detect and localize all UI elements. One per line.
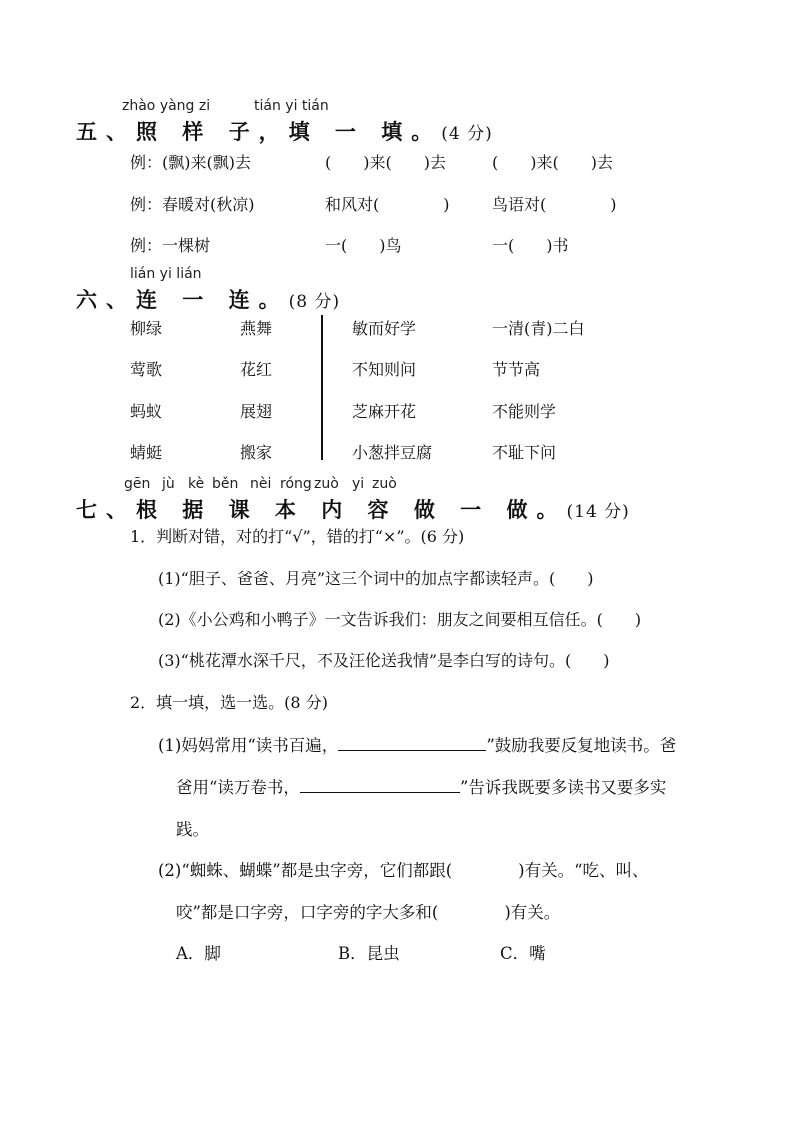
s6-right1-item: 不知则问: [352, 360, 417, 379]
s6-left2-item: 花红: [240, 360, 273, 379]
s6-left2-item: 燕舞: [240, 319, 273, 338]
section5-score: (4 分): [441, 124, 493, 144]
s5-blank-2a: 和风对( ): [325, 195, 450, 214]
q1-item-3: (3)“桃花潭水深千尺，不及汪伦送我情”是李白写的诗句。( ): [158, 651, 610, 670]
section5-heading-row: [76, 116, 493, 146]
s5-example-2: 例：春暖对(秋凉): [130, 195, 255, 214]
pinyin-ju: jù: [162, 476, 175, 492]
q2-1-text-e: 践。: [176, 820, 209, 839]
s6-right1-item: 芝麻开花: [352, 402, 417, 421]
q2-1-text-a: (1)妈妈常用“读书百遍，: [158, 736, 339, 755]
section5-heading: 五、照 样 子，填 一 填。: [76, 120, 442, 144]
option-a: A．脚: [176, 944, 221, 963]
q2-2-line-1: (2)“蜘蛛、蝴蝶”都是虫字旁，它们都跟( )有关。“吃、叫、: [158, 861, 649, 880]
section7-heading: 七、根 据 课 本 内 容 做 一 做。: [76, 498, 567, 522]
q1-title: 1．判断对错，对的打“√”，错的打“×”。(6 分): [130, 527, 465, 546]
pinyin-tian-yi-tian: tián yi tián: [254, 98, 329, 114]
s6-left2-item: 展翅: [240, 402, 273, 421]
q1-item-1: (1)“胆子、爸爸、月亮”这三个词中的加点字都读轻声。( ): [158, 569, 594, 588]
s6-right2-item: 不耻下问: [492, 443, 557, 462]
fill-blank-1[interactable]: [338, 736, 486, 751]
section7-heading-row: [76, 494, 630, 524]
q1-item-2: (2)《小公鸡和小鸭子》一文告诉我们：朋友之间要相互信任。( ): [158, 610, 642, 629]
s5-blank-3a: 一( )鸟: [325, 236, 402, 255]
s6-right1-item: 小葱拌豆腐: [352, 443, 433, 462]
section6-heading: 六、连 一 连。: [76, 288, 289, 312]
s5-example-1: 例：(飘)来(飘)去: [130, 153, 251, 172]
s5-blank-1b: ( )来( )去: [492, 153, 613, 172]
q2-2-line-2: 咬”都是口字旁，口字旁的字大多和( )有关。: [176, 903, 561, 922]
s6-right2-item: 节节高: [492, 360, 541, 379]
section6-score: (8 分): [288, 292, 341, 312]
s6-left1-item: 蚂蚁: [130, 402, 163, 421]
pinyin-zuo: zuò: [314, 476, 339, 492]
pinyin-nei: nèi: [250, 476, 272, 492]
s5-blank-1a: ( )来( )去: [325, 153, 446, 172]
s6-left1-item: 蜻蜓: [130, 443, 163, 462]
q2-1-line-1: [158, 732, 676, 756]
s5-example-3: 例：一棵树: [130, 236, 211, 255]
pinyin-yi: yi: [352, 476, 365, 492]
fill-blank-2[interactable]: [300, 778, 460, 793]
pinyin-zhao-yang-zi: zhào yàng zi: [122, 98, 211, 114]
q2-1-text-c: 爸用“读万卷书，: [176, 778, 300, 797]
q2-1-line-2: [176, 774, 666, 798]
section6-heading-row: [76, 284, 340, 314]
q2-1-text-b: ”鼓励我要反复地读书。爸: [486, 736, 677, 755]
s6-right2-item: 一清(青)二白: [492, 319, 585, 338]
pinyin-gen: gēn: [124, 476, 151, 492]
pinyin-ben: běn: [212, 476, 239, 492]
section7-score: (14 分): [566, 502, 630, 522]
pinyin-lian-yi-lian: lián yi lián: [130, 266, 202, 282]
s6-left2-item: 搬家: [240, 443, 273, 462]
q2-title: 2．填一填，选一选。(8 分): [130, 693, 328, 712]
column-divider: [321, 315, 323, 460]
option-c: C．嘴: [500, 944, 546, 963]
s5-blank-3b: 一( )书: [492, 236, 569, 255]
s6-left1-item: 莺歌: [130, 360, 163, 379]
q2-1-text-d: ”告诉我既要多读书又要多实: [459, 778, 667, 797]
pinyin-ke: kè: [188, 476, 205, 492]
option-b: B．昆虫: [338, 944, 400, 963]
s6-left1-item: 柳绿: [130, 319, 163, 338]
pinyin-rong: róng: [280, 476, 312, 492]
s5-blank-2b: 鸟语对( ): [492, 195, 617, 214]
pinyin-zuo-2: zuò: [372, 476, 397, 492]
s6-right2-item: 不能则学: [492, 402, 557, 421]
s6-right1-item: 敏而好学: [352, 319, 417, 338]
